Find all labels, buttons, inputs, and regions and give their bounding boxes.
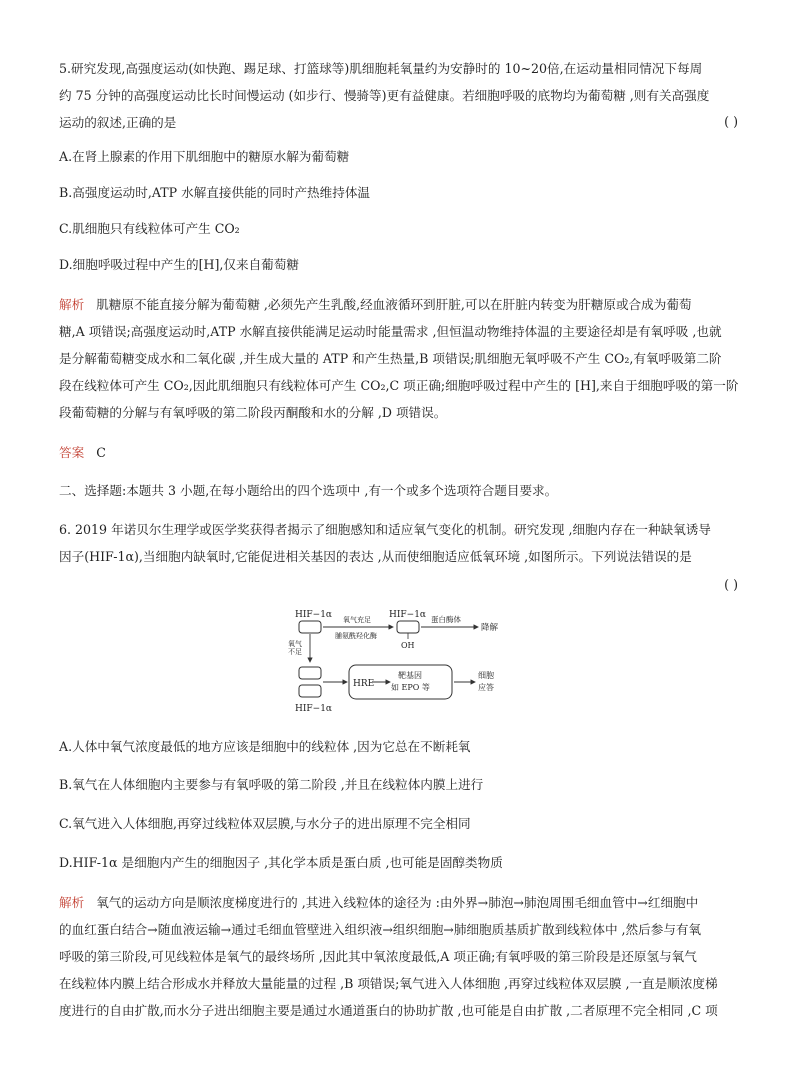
q5-analysis-line-3: 是分解葡萄糖变成水和二氧化碳 ,并生成大量的 ATP 和产生热量,B 项错误;肌细胞无氧呼吸不产生 CO₂,有氧呼吸第二阶 xyxy=(59,351,722,366)
q6-answer-paren: ( ) xyxy=(724,577,738,592)
hif-top-right-label: HIF−1α xyxy=(389,610,426,620)
q6-option-b: B.氧气在人体细胞内主要参与有氧呼吸的第二阶段 ,并且在线粒体内膜上进行 xyxy=(59,777,484,792)
q6-option-c: C.氧气进入人体细胞,再穿过线粒体双层膜,与水分子的进出原理不完全相同 xyxy=(59,816,471,831)
q6-analysis-line-5: 度进行的自由扩散,而水分子进出细胞主要是通过水通道蛋白的协助扩散 ,也可能是自由扩散 ,二者原理不完全相同 ,C 项 xyxy=(59,1003,718,1018)
q6-analysis-line-3: 呼吸的第三阶段,可见线粒体是氧气的最终场所 ,因此其中氧浓度最低,A 项正确;有氧呼吸的第三阶段是还原氢与氧气 xyxy=(59,949,697,964)
q5-option-a: A.在肾上腺素的作用下肌细胞中的糖原水解为葡萄糖 xyxy=(59,149,350,164)
target-gene-label-1: 靶基因 xyxy=(398,671,422,680)
q5-answer xyxy=(59,444,106,462)
q5-option-c: C.肌细胞只有线粒体可产生 CO₂ xyxy=(59,221,240,236)
enzyme-label-1: 氧气充足 xyxy=(343,616,371,624)
q6-stem-line-2: 因子(HIF-1α),当细胞内缺氧时,它能促进相关基因的表达 ,从而使细胞适应低氧环境 ,如图所示。下列说法错误的是 xyxy=(59,549,692,564)
q6-analysis-line-2: 的血红蛋白结合→随血液运输→通过毛细血管壁进入组织液→组织细胞→肺细胞质基质扩散到线粒体中 ,然后参与有氧 xyxy=(59,922,702,937)
q6-stem-line-1: 6. 2019 年诺贝尔生理学或医学奖获得者揭示了细胞感知和适应氧气变化的机制。研究发现 ,细胞内存在一种缺氧诱导 xyxy=(59,522,711,537)
oh-label: OH xyxy=(401,641,415,650)
enzyme-label-2: 脯氨酰羟化酶 xyxy=(335,632,377,640)
q6-option-a: A.人体中氧气浓度最低的地方应该是细胞中的线粒体 ,因为它总在不断耗氧 xyxy=(59,739,471,754)
q5-analysis-line-1: 解析 肌糖原不能直接分解为葡萄糖 ,必须先产生乳酸,经血液循环到肝脏,可以在肝脏内转变为肝糖原或合成为葡萄 xyxy=(59,297,692,312)
response-label-2: 应答 xyxy=(478,683,494,692)
q5-answer-label: 答案 xyxy=(59,445,85,460)
degrade-label: 降解 xyxy=(481,623,499,633)
q5-stem-line-1: 5.研究发现,高强度运动(如快跑、踢足球、打篮球等)肌细胞耗氧量约为安静时的 10~20倍,在运动量相同情况下每周 xyxy=(59,61,703,76)
q5-analysis-line-5: 段葡萄糖的分解与有氧呼吸的第二阶段丙酮酸和水的分解 ,D 项错误。 xyxy=(59,405,447,420)
hif-top-left-box xyxy=(299,621,321,633)
hif-bottom-label: HIF−1α xyxy=(295,704,332,714)
q5-answer-value: C xyxy=(96,445,106,460)
q5-analysis-label: 解析 xyxy=(59,297,85,312)
proteasome-label: 蛋白酶体 xyxy=(431,615,461,624)
q6-analysis-label: 解析 xyxy=(59,895,85,910)
hif-bottom-box-2 xyxy=(299,685,321,697)
q5-stem-line-3: 运动的叙述,正确的是 xyxy=(59,115,177,130)
hif-top-right-box xyxy=(397,621,419,633)
q5-option-b: B.高强度运动时,ATP 水解直接供能的同时产热维持体温 xyxy=(59,185,371,200)
hif-top-left-label: HIF−1α xyxy=(295,610,332,620)
q6-analysis-line-4: 在线粒体内膜上结合形成水并释放大量能量的过程 ,B 项错误;氧气进入人体细胞 ,再穿过线粒体双层膜 ,一直是顺浓度梯 xyxy=(59,976,718,991)
q5-stem-line-2: 约 75 分钟的高强度运动比长时间慢运动 (如步行、慢骑等)更有益健康。若细胞呼吸的底物均为葡萄糖 ,则有关高强度 xyxy=(59,88,710,103)
q5-answer-paren: ( ) xyxy=(724,114,738,129)
lack-label-1: 氧气 xyxy=(288,640,302,648)
response-label-1: 细胞 xyxy=(478,671,494,680)
section-2-heading: 二、选择题:本题共 3 小题,在每小题给出的四个选项中 ,有一个或多个选项符合题目要求。 xyxy=(59,483,558,498)
target-gene-label-2: 如 EPO 等 xyxy=(391,683,430,692)
q5-analysis-line-2: 糖,A 项错误;高强度运动时,ATP 水解直接供能满足运动时能量需求 ,但恒温动物维持体温的主要途径却是有氧呼吸 ,也就 xyxy=(59,324,722,339)
q5-option-d: D.细胞呼吸过程中产生的[H],仅来自葡萄糖 xyxy=(59,257,299,272)
hre-label: HRE xyxy=(353,679,375,689)
q6-analysis-line-1: 解析 氧气的运动方向是顺浓度梯度进行的 ,其进入线粒体的途径为 :由外界→肺泡→肺泡周围毛细血管中→红细胞中 xyxy=(59,895,699,910)
lack-label-2: 不足 xyxy=(288,648,302,656)
hif-diagram-svg xyxy=(285,607,505,727)
hif-diagram xyxy=(285,607,505,727)
q5-analysis-line-4: 段在线粒体可产生 CO₂,因此肌细胞只有线粒体可产生 CO₂,C 项正确;细胞呼吸过程中产生的 [H],来自于细胞呼吸的第一阶 xyxy=(59,378,739,393)
hif-bottom-box-1 xyxy=(299,667,321,679)
q6-option-d: D.HIF-1α 是细胞内产生的细胞因子 ,其化学本质是蛋白质 ,也可能是固醇类物质 xyxy=(59,855,503,870)
